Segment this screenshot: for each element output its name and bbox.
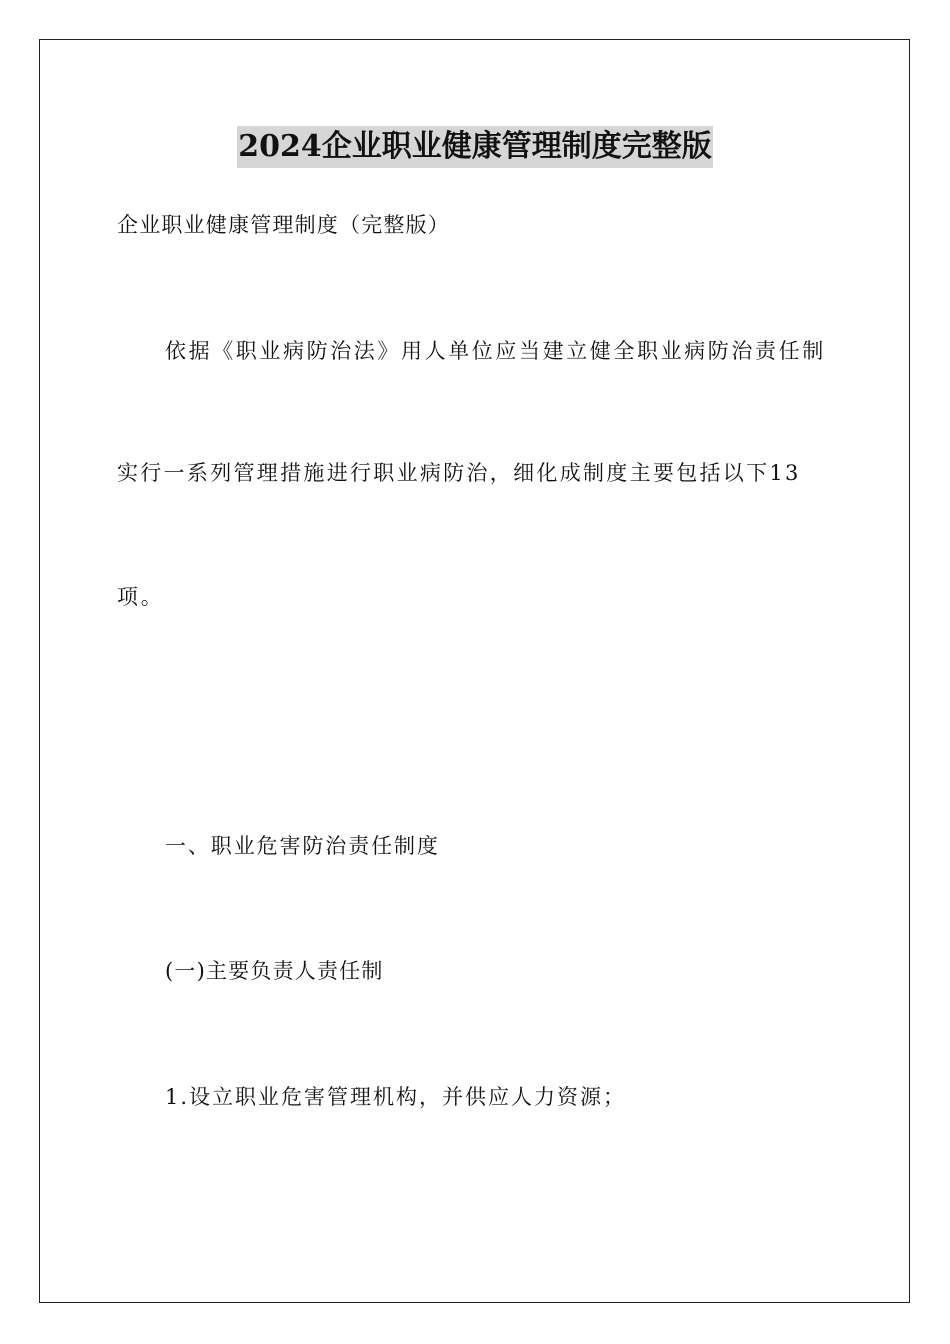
- document-subtitle: 企业职业健康管理制度（完整版）: [117, 213, 450, 237]
- section-subheading: (一)主要负责人责任制: [165, 959, 384, 983]
- paragraph-line: 依据《职业病防治法》用人单位应当建立健全职业病防治责任制: [165, 339, 826, 363]
- section-heading: 一、职业危害防治责任制度: [165, 834, 440, 858]
- list-item: 1.设立职业危害管理机构，并供应人力资源；: [165, 1085, 627, 1109]
- document-title: 2024企业职业健康管理制度完整版: [237, 126, 713, 168]
- paragraph-line: 实行一系列管理措施进行职业病防治，细化成制度主要包括以下13: [117, 461, 801, 485]
- paragraph-line: 项。: [117, 585, 165, 609]
- title-container: [0, 126, 950, 168]
